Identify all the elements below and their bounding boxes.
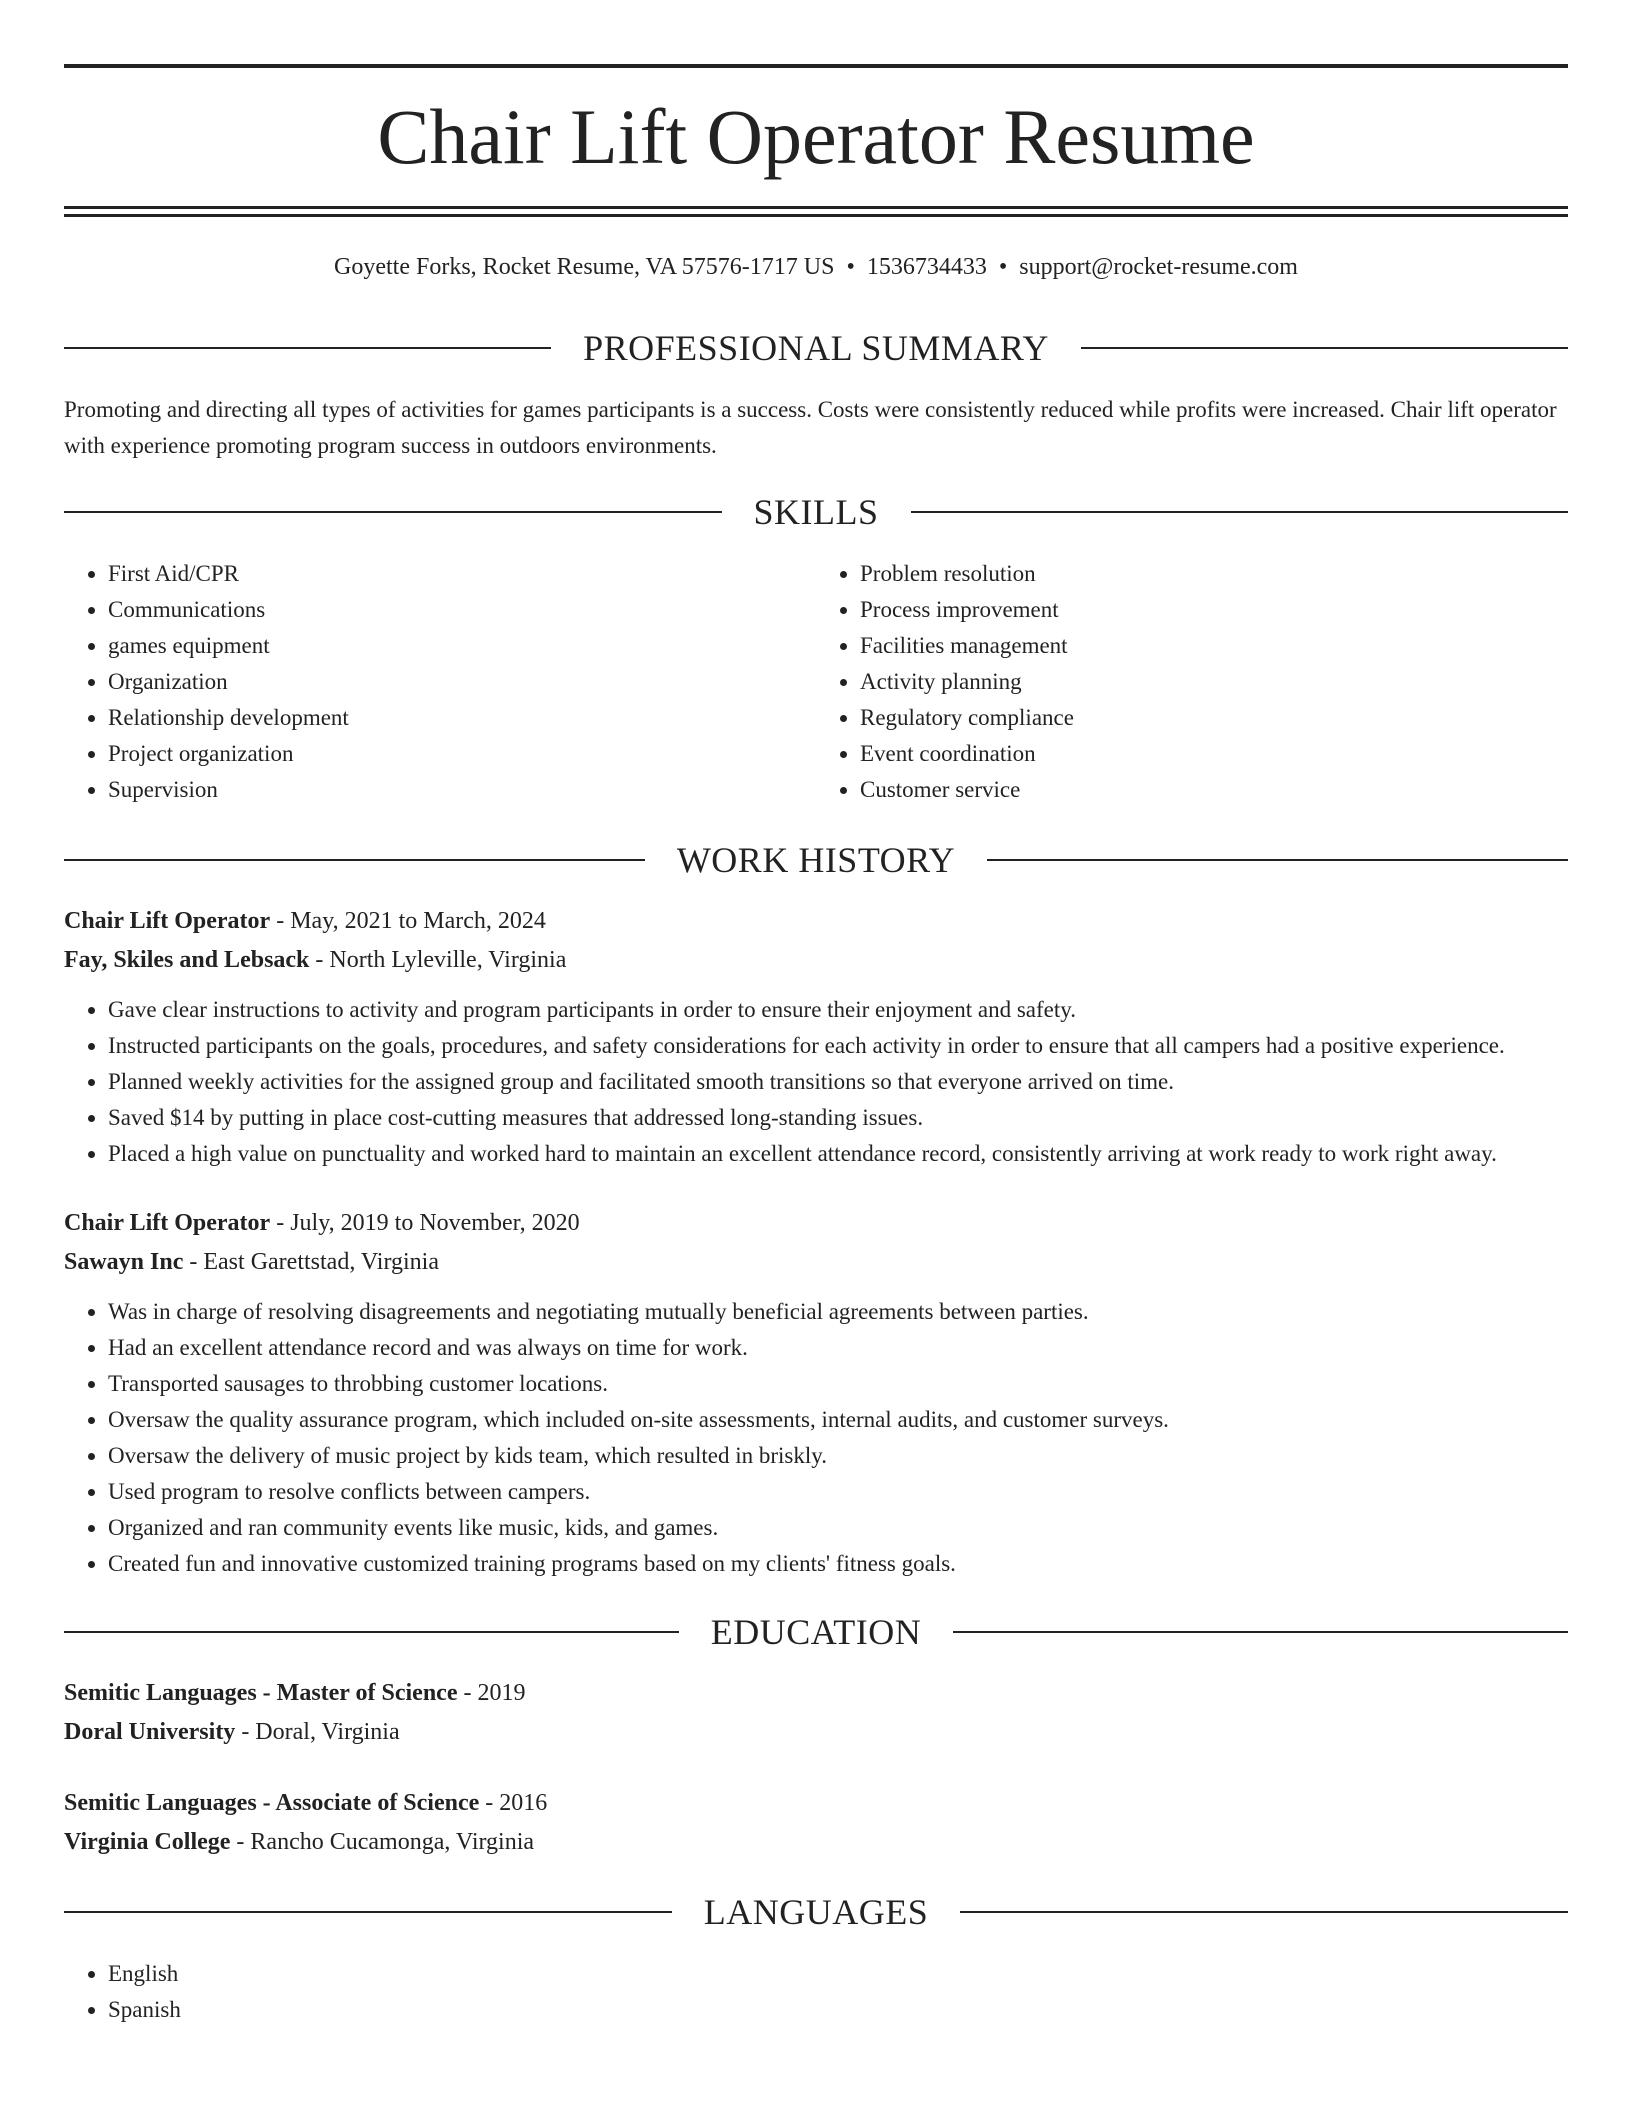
resume-title: Chair Lift Operator Resume: [377, 93, 1255, 180]
job-bullet: • Gave clear instructions to activity and program participants in order to ensure their enjoyment and safety.: [108, 992, 1568, 1028]
skill-item: • First Aid/CPR: [108, 556, 816, 592]
title-double-rule: [64, 206, 1568, 217]
education-school-line: [64, 1823, 1568, 1862]
job-title-line: [64, 1204, 1568, 1243]
language-item: • Spanish: [108, 1992, 1568, 2028]
job-entry: [64, 902, 1568, 1172]
job-bullets: [64, 1294, 1568, 1582]
education-year: - 2019: [457, 1679, 526, 1706]
contact-email: support@rocket-resume.com: [1019, 254, 1298, 280]
heading-rule-right: [911, 511, 1569, 513]
heading-rule-left: [64, 859, 645, 861]
skill-item: • Facilities management: [860, 628, 1568, 664]
education-year: - 2016: [479, 1789, 548, 1816]
job-company-line: [64, 941, 1568, 980]
contact-line: [64, 253, 1568, 282]
resume-page: [64, 64, 1568, 2028]
skills-heading-label: SKILLS: [753, 491, 879, 532]
work-section-heading: [64, 839, 1568, 880]
skill-item: • Communications: [108, 592, 816, 628]
skill-item: • Regulatory compliance: [860, 700, 1568, 736]
languages-heading-label: LANGUAGES: [703, 1891, 929, 1932]
skill-item: • Problem resolution: [860, 556, 1568, 592]
job-bullet: • Planned weekly activities for the assigned group and facilitated smooth transitions so that everyone arrived on time.: [108, 1064, 1568, 1100]
skill-item: • Event coordination: [860, 736, 1568, 772]
skill-item: • Customer service: [860, 772, 1568, 808]
job-bullet: • Instructed participants on the goals, procedures, and safety considerations for each activity in order to ensure that all campers had a positive experience.: [108, 1028, 1568, 1064]
summary-text: Promoting and directing all types of activities for games participants is a success. Costs were consistently reduced while profits were increased. Chair lift operator with experience promoting program success in outdoors environments.: [64, 396, 1557, 458]
summary-section-heading: [64, 327, 1568, 368]
education-school-line: [64, 1713, 1568, 1752]
job-bullet: • Was in charge of resolving disagreements and negotiating mutually beneficial agreements between parties.: [108, 1294, 1568, 1330]
job-bullet: • Used program to resolve conflicts between campers.: [108, 1474, 1568, 1510]
language-item: • English: [108, 1956, 1568, 1992]
skill-item: • Supervision: [108, 772, 816, 808]
summary-heading-label: PROFESSIONAL SUMMARY: [583, 327, 1049, 368]
education-degree: Semitic Languages - Associate of Science: [64, 1789, 480, 1816]
contact-separator: •: [846, 254, 855, 280]
job-bullet: • Organized and ran community events like music, kids, and games.: [108, 1510, 1568, 1546]
heading-rule-right: [960, 1911, 1568, 1913]
heading-rule-left: [64, 511, 722, 513]
skills-grid: [64, 556, 1568, 808]
heading-rule-right: [953, 1631, 1568, 1633]
languages-section-heading: [64, 1891, 1568, 1932]
job-bullet: • Placed a high value on punctuality and worked hard to maintain an excellent attendance record, consistently arriving at work ready to work right away.: [108, 1136, 1568, 1172]
job-bullet: • Transported sausages to throbbing customer locations.: [108, 1366, 1568, 1402]
job-title-line: [64, 902, 1568, 941]
education-school: Virginia College: [64, 1828, 231, 1855]
skills-list-left: [64, 556, 816, 808]
job-bullet: • Oversaw the delivery of music project by kids team, which resulted in briskly.: [108, 1438, 1568, 1474]
contact-separator: •: [998, 254, 1008, 280]
heading-rule-right: [1081, 347, 1568, 349]
job-dates: - July, 2019 to November, 2020: [270, 1209, 580, 1236]
skill-item: • Organization: [108, 664, 816, 700]
job-dates: - May, 2021 to March, 2024: [270, 907, 546, 934]
skills-list-right: [816, 556, 1568, 808]
heading-rule-left: [64, 1911, 672, 1913]
job-bullet: • Created fun and innovative customized training programs based on my clients' fitness goals.: [108, 1546, 1568, 1582]
skill-item: • Relationship development: [108, 700, 816, 736]
education-section-heading: [64, 1611, 1568, 1652]
skill-item: • Activity planning: [860, 664, 1568, 700]
education-school: Doral University: [64, 1718, 236, 1745]
heading-rule-left: [64, 1631, 679, 1633]
languages-list: [64, 1956, 1568, 2028]
job-company: Sawayn Inc: [64, 1248, 184, 1275]
work-heading-label: WORK HISTORY: [676, 839, 956, 880]
skill-item: • Process improvement: [860, 592, 1568, 628]
contact-address: Goyette Forks, Rocket Resume, VA 57576-1717 US: [334, 254, 835, 280]
education-heading-label: EDUCATION: [710, 1611, 922, 1652]
job-bullet: • Had an excellent attendance record and was always on time for work.: [108, 1330, 1568, 1366]
education-entry: [64, 1784, 1568, 1862]
skill-item: • Project organization: [108, 736, 816, 772]
education-degree: Semitic Languages - Master of Science: [64, 1679, 458, 1706]
job-bullet: • Oversaw the quality assurance program, which included on-site assessments, internal audits, and customer surveys.: [108, 1402, 1568, 1438]
job-title: Chair Lift Operator: [64, 907, 271, 934]
education-degree-line: [64, 1784, 1568, 1823]
job-company-line: [64, 1243, 1568, 1282]
education-degree-line: [64, 1674, 1568, 1713]
job-location: - East Garettstad, Virginia: [183, 1248, 439, 1275]
heading-rule-right: [987, 859, 1568, 861]
skills-section-heading: [64, 491, 1568, 532]
job-company: Fay, Skiles and Lebsack: [64, 946, 310, 973]
education-location: - Rancho Cucamonga, Virginia: [230, 1828, 535, 1855]
job-bullet: • Saved $14 by putting in place cost-cutting measures that addressed long-standing issues.: [108, 1100, 1568, 1136]
education-entry: [64, 1674, 1568, 1752]
heading-rule-left: [64, 347, 551, 349]
education-location: - Doral, Virginia: [235, 1718, 400, 1745]
contact-phone: 1536734433: [866, 254, 987, 280]
job-title: Chair Lift Operator: [64, 1209, 271, 1236]
skill-item: • games equipment: [108, 628, 816, 664]
job-entry: [64, 1204, 1568, 1582]
job-location: - North Lyleville, Virginia: [309, 946, 567, 973]
job-bullets: [64, 992, 1568, 1172]
